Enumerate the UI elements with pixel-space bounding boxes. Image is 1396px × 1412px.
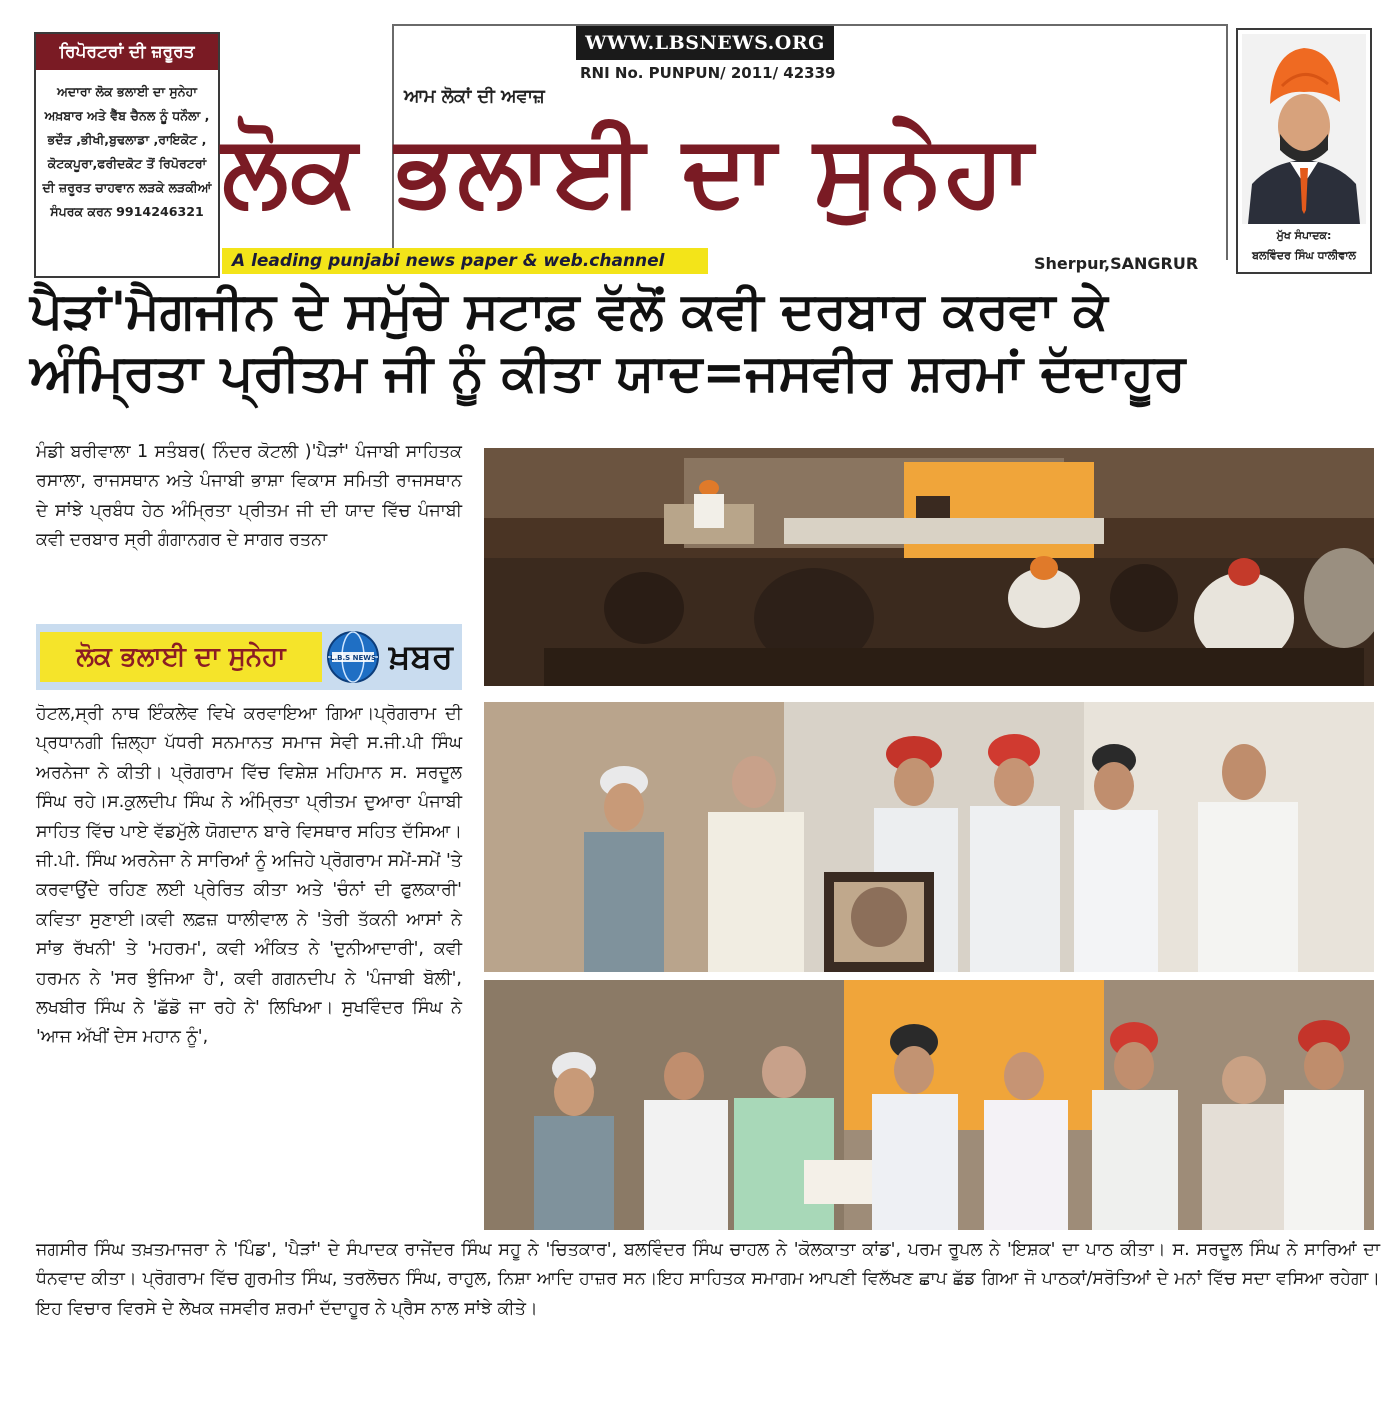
- article-headline: [30, 282, 1370, 406]
- chief-editor-box: [1236, 28, 1372, 274]
- brand-strip-name: ਲੋਕ ਭਲਾਈ ਦਾ ਸੁਨੇਹਾ: [40, 632, 322, 682]
- article-conclusion: [36, 1236, 1380, 1324]
- masthead-location: Sherpur,SANGRUR: [1034, 254, 1199, 273]
- reporter-ad-body: ਅਦਾਰਾ ਲੋਕ ਭਲਾਈ ਦਾ ਸੁਨੇਹਾ ਅਖ਼ਬਾਰ ਅਤੇ ਵੈੱਬ ਚੈਨਲ ਨੂੰ ਧਨੌਲਾ , ਭਦੌੜ ,ਭੀਖੀ,ਬੁਢਲਾਡਾ ,ਰਾਇਕੋਟ , ਕੋਟਕਪੂਰਾ,ਫਰੀਦਕੋਟ ਤੋਂ ਰਿਪੋਰਟਰਾਂ ਦੀ ਜ਼ਰੂਰਤ ਚਾਹਵਾਨ ਲੜਕੇ ਲੜਕੀਆਂ ਸੰਪਰਕ ਕਰਨ 9914246321: [42, 84, 212, 219]
- brand-strip: [36, 624, 462, 690]
- article-intro-text: ਮੰਡੀ ਬਰੀਵਾਲਾ 1 ਸਤੰਬਰ( ਨਿੰਦਰ ਕੋਟਲੀ )'ਪੈੜਾਂ' ਪੰਜਾਬੀ ਸਾਹਿਤਕ ਰਸਾਲਾ, ਰਾਜਸਥਾਨ ਅਤੇ ਪੰਜਾਬੀ ਭਾਸ਼ਾ ਵਿਕਾਸ ਸਮਿਤੀ ਰਾਜਸਥਾਨ ਦੇ ਸਾਂਝੇ ਪ੍ਰਬੰਧ ਹੇਠ ਅੰਮ੍ਰਿਤਾ ਪ੍ਰੀਤਮ ਜੀ ਦੀ ਯਾਦ ਵਿੱਚ ਪੰਜਾਬੀ ਕਵੀ ਦਰਬਾਰ ਸ੍ਰੀ ਗੰਗਾਨਗਰ ਦੇ ਸਾਗਰ ਰਤਨਾ: [36, 442, 462, 551]
- masthead-slogan: ਆਮ ਲੋਕਾਂ ਦੀ ਅਵਾਜ਼: [404, 86, 545, 107]
- brand-strip-label: ਖ਼ਬਰ: [389, 637, 453, 677]
- article-middle-text: ਹੋਟਲ,ਸ੍ਰੀ ਨਾਥ ਇੰਕਲੇਵ ਵਿਖੇ ਕਰਵਾਇਆ ਗਿਆ।ਪ੍ਰੋਗਰਾਮ ਦੀ ਪ੍ਰਧਾਨਗੀ ਜ਼ਿਲ੍ਹਾ ਪੱਧਰੀ ਸਨਮਾਨਤ ਸਮਾਜ ਸੇਵੀ ਸ.ਜੀ.ਪੀ ਸਿੰਘ ਅਰਨੇਜਾ ਨੇ ਕੀਤੀ। ਪ੍ਰੋਗਰਾਮ ਵਿੱਚ ਵਿਸ਼ੇਸ਼ ਮਹਿਮਾਨ ਸ. ਸਰਦੂਲ ਸਿੰਘ ਰਹੇ।ਸ.ਕੁਲਦੀਪ ਸਿੰਘ ਨੇ ਅੰਮ੍ਰਿਤਾ ਪ੍ਰੀਤਮ ਦੁਆਰਾ ਪੰਜਾਬੀ ਸਾਹਿਤ ਵਿੱਚ ਪਾਏ ਵੱਡਮੁੱਲੇ ਯੋਗਦਾਨ ਬਾਰੇ ਵਿਸਥਾਰ ਸਹਿਤ ਦੱਸਿਆ।ਜੀ.ਪੀ. ਸਿੰਘ ਅਰਨੇਜਾ ਨੇ ਸਾਰਿਆਂ ਨੂੰ ਅਜਿਹੇ ਪ੍ਰੋਗਰਾਮ ਸਮੇਂ-ਸਮੇਂ 'ਤੇ ਕਰਵਾਉਂਦੇ ਰਹਿਣ ਲਈ ਪ੍ਰੇਰਿਤ ਕੀਤਾ ਅਤੇ 'ਚੰਨਾਂ ਦੀ ਫੁਲਕਾਰੀ' ਕਵਿਤਾ ਸੁਣਾਈ।ਕਵੀ ਲਫ਼ਜ਼ ਧਾਲੀਵਾਲ ਨੇ 'ਤੇਰੀ ਤੱਕਨੀ ਆਸਾਂ ਨੇ ਸਾਂਭ ਰੱਖਨੀ' ਤੇ 'ਮਹਰਮ', ਕਵੀ ਅੰਕਿਤ ਨੇ 'ਦੁਨੀਆਦਾਰੀ', ਕਵੀ ਹਰਮਨ ਨੇ 'ਸਰ ਝੁੰਜਿਆ ਹੈ', ਕਵੀ ਗਗਨਦੀਪ ਨੇ 'ਪੰਜਾਬੀ ਬੋਲੀ', ਲਖਬੀਰ ਸਿੰਘ ਨੇ 'ਛੱਡੋ ਜਾ ਰਹੇ ਨੇ' ਲਿਖਿਆ। ਸੁਖਵਿੰਦਰ ਸਿੰਘ ਨੇ 'ਆਜ ਅੱਖੀਂ ਦੇਸ ਮਹਾਨ ਨੂੰ',: [36, 704, 462, 1048]
- editor-name: ਬਲਵਿੰਦਰ ਸਿੰਘ ਧਾਲੀਵਾਲ: [1252, 249, 1356, 262]
- event-photo-certificate: [484, 980, 1374, 1230]
- editor-portrait: [1242, 34, 1366, 224]
- editor-caption: [1238, 226, 1370, 266]
- event-photo-portrait-presentation: [484, 702, 1374, 972]
- globe-logo-text: L.B.S NEWS: [330, 654, 376, 662]
- reporter-wanted-ad: [34, 32, 220, 278]
- article-intro: [36, 438, 462, 556]
- reporter-ad-title: ਰਿਪੋਰਟਰਾਂ ਦੀ ਜ਼ਰੂਰਤ: [36, 34, 218, 70]
- article-body-column: [36, 700, 462, 1053]
- globe-icon: [326, 630, 380, 684]
- masthead-tagline: A leading punjabi news paper & web.channel: [222, 248, 708, 274]
- rni-number: RNI No. PUNPUN/ 2011/ 42339: [580, 64, 836, 82]
- website-url: WWW.LBSNEWS.ORG: [576, 26, 834, 60]
- headline-line-1: ਪੈੜਾਂ'ਮੈਗਜੀਨ ਦੇ ਸਮੁੱਚੇ ਸਟਾਫ਼ ਵੱਲੋਂ ਕਵੀ ਦਰਬਾਰ ਕਰਵਾ ਕੇ: [30, 282, 1108, 341]
- newspaper-title: ਲੋਕ ਭਲਾਈ ਦਾ ਸੁਨੇਹਾ: [222, 114, 1035, 228]
- event-photo-hall: [484, 448, 1374, 686]
- editor-role: ਮੁੱਖ ਸੰਪਾਦਕ:: [1276, 229, 1332, 242]
- headline-line-2: ਅੰਮ੍ਰਿਤਾ ਪ੍ਰੀਤਮ ਜੀ ਨੂੰ ਕੀਤਾ ਯਾਦ=ਜਸਵੀਰ ਸ਼ਰਮਾਂ ਦੱਦਾਹੂਰ: [30, 344, 1186, 403]
- article-bottom-text: ਜਗਸੀਰ ਸਿੰਘ ਤਖ਼ਤਮਾਜਰਾ ਨੇ 'ਪਿੰਡ', 'ਪੈੜਾਂ' ਦੇ ਸੰਪਾਦਕ ਰਾਜੇਂਦਰ ਸਿੰਘ ਸਹੂ ਨੇ 'ਚਿਤਕਾਰ', ਬਲਵਿੰਦਰ ਸਿੰਘ ਚਾਹਲ ਨੇ 'ਕੋਲਕਾਤਾ ਕਾਂਡ', ਪਰਮ ਰੂਪਲ ਨੇ 'ਇਸ਼ਕ' ਦਾ ਪਾਠ ਕੀਤਾ। ਸ. ਸਰਦੂਲ ਸਿੰਘ ਨੇ ਸਾਰਿਆਂ ਦਾ ਧੰਨਵਾਦ ਕੀਤਾ। ਪ੍ਰੋਗਰਾਮ ਵਿੱਚ ਗੁਰਮੀਤ ਸਿੰਘ, ਤਰਲੋਚਨ ਸਿੰਘ, ਰਾਹੁਲ, ਨਿਸ਼ਾ ਆਦਿ ਹਾਜ਼ਰ ਸਨ।ਇਹ ਸਾਹਿਤਕ ਸਮਾਗਮ ਆਪਣੀ ਵਿਲੱਖਣ ਛਾਪ ਛੱਡ ਗਿਆ ਜੋ ਪਾਠਕਾਂ/ਸਰੋਤਿਆਂ ਦੇ ਮਨਾਂ ਵਿੱਚ ਸਦਾ ਵਸਿਆ ਰਹੇਗਾ।ਇਹ ਵਿਚਾਰ ਵਿਰਸੇ ਦੇ ਲੇਖਕ ਜਸਵੀਰ ਸ਼ਰਮਾਂ ਦੱਦਾਹੂਰ ਨੇ ਪ੍ਰੈਸ ਨਾਲ ਸਾਂਝੇ ਕੀਤੇ।: [36, 1240, 1380, 1319]
